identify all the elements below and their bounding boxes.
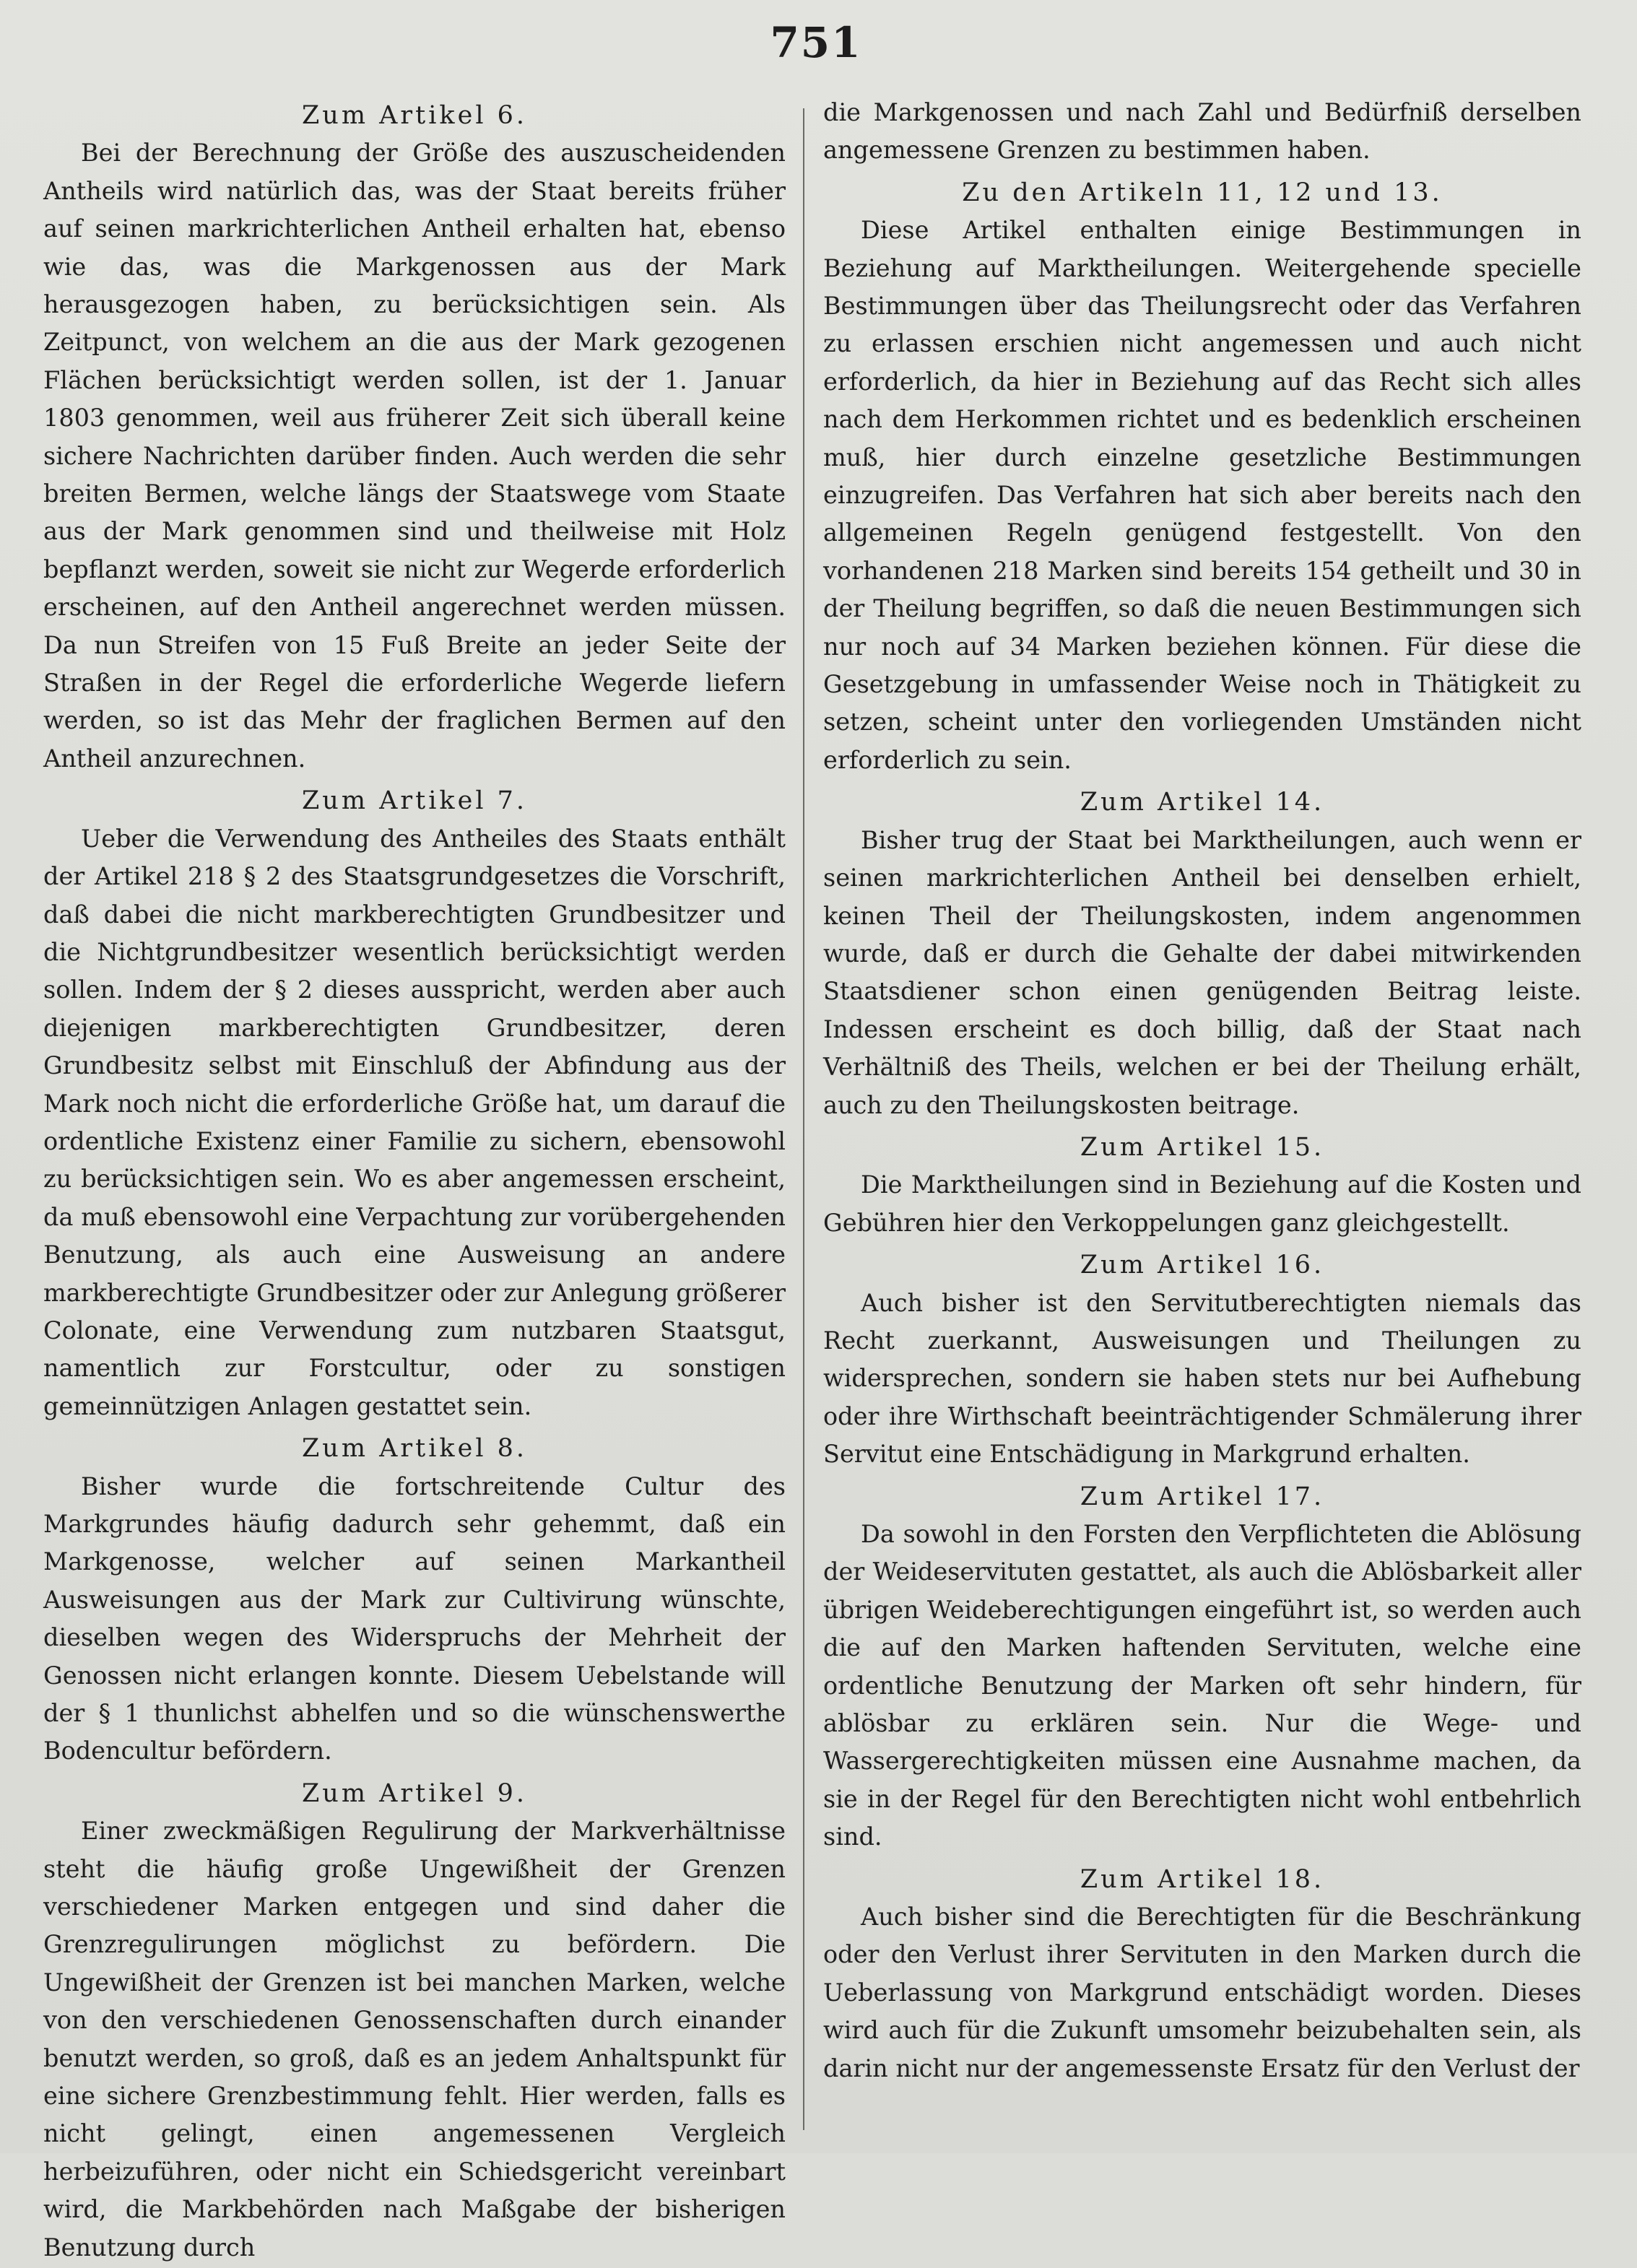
paragraph-art9-continued: die Markgenossen und nach Zahl und Bedürfniß derselben angemessene Grenzen zu bestimmen haben. (823, 98, 1581, 165)
paragraph-art16: Auch bisher ist den Servitutberechtigten niemals das Recht zuerkannt, Ausweisungen und Theilungen zu widersprechen, sondern sie haben stets nur bei Aufhebung oder ihre Wirthschaft beeinträchtigender Schmälerung ihrer Servitut eine Entschädigung in Markgrund erhalten. (823, 1288, 1581, 1469)
paragraph-art15: Die Marktheilungen sind in Beziehung auf die Kosten und Gebühren hier den Verkoppelungen ganz gleichgestellt. (823, 1170, 1581, 1237)
paragraph-art14: Bisher trug der Staat bei Marktheilungen, auch wenn er seinen markrichterlichen Antheil bei denselben erhielt, keinen Theil der Theilungskosten, indem angenommen wurde, daß er durch die Gehalte der dabei mitwirkenden Staatsdiener schon einen genügenden Beitrag leiste. Indessen erscheint es doch billig, daß der Staat nach Verhältniß des Theils, welchen er bei der Theilung erhält, auch zu den Theilungskosten beitrage. (823, 825, 1581, 1119)
paragraph-art11-13: Diese Artikel enthalten einige Bestimmungen in Beziehung auf Marktheilungen. Weitergehende specielle Bestimmungen über das Theilungsrecht oder das Verfahren zu erlassen erschien nicht angemessen und auch nicht erforderlich, da hier in Beziehung auf das Recht sich alles nach dem Herkommen richtet und es bedenklich erscheinen muß, hier durch einzelne gesetzliche Bestimmungen einzugreifen. Das Verfahren hat sich aber bereits nach den allgemeinen Regeln genügend festgestellt. Von den vorhandenen 218 Marken sind bereits 154 getheilt und 30 in der Theilung begriffen, so daß die neuen Bestimmungen sich nur noch auf 34 Marken beziehen können. Für diese die Gesetzgebung in umfassender Weise noch in Thätigkeit zu setzen, scheint unter den vorliegenden Umständen nicht erforderlich zu sein. (823, 216, 1581, 774)
section-heading-art8: Zum Artikel 8. (301, 1434, 528, 1464)
section-heading-art16: Zum Artikel 16. (1080, 1251, 1325, 1280)
section-heading-art9: Zum Artikel 9. (301, 1778, 528, 1808)
section-heading-art14: Zum Artikel 14. (1080, 788, 1325, 817)
page-number: 751 (770, 18, 862, 67)
section-heading-art15: Zum Artikel 15. (1080, 1132, 1325, 1162)
paragraph-art6: Bei der Berechnung der Größe des auszuscheidenden Antheils wird natürlich das, was der Staat bereits früher auf seinen markrichterlichen Antheil erhalten hat, ebenso wie das, was die Markgenossen aus der Mark herausgezogen haben, zu berücksichtigen sein. Als Zeitpunct, von welchem an die aus der Mark gezogenen Flächen berücksichtigt werden sollen, ist der 1. Januar 1803 genommen, weil aus früherer Zeit sich überall keine sichere Nachrichten darüber finden. Auch werden die sehr breiten Bermen, welche längs der Staatswege vom Staate aus der Mark genommen sind und theilweise mit Holz bepflanzt werden, soweit sie nicht zur Wegerde erforderlich erscheinen, auf den Antheil angerechnet werden müssen. Da nun Streifen von 15 Fuß Breite an jeder Seite der Straßen in der Regel die erforderliche Wegerde liefern werden, so ist das Mehr der fraglichen Bermen auf den Antheil anzurechnen. (43, 139, 786, 773)
paragraph-art7: Ueber die Verwendung des Antheiles des Staats enthält der Artikel 218 § 2 des Staatsgrundgesetzes die Vorschrift, daß dabei die nicht markberechtigten Grundbesitzer und die Nichtgrundbesitzer wesentlich berücksichtigt werden sollen. Indem der § 2 dieses ausspricht, werden aber auch diejenigen markberechtigten Grundbesitzer, deren Grundbesitz selbst mit Einschluß der Abfindung aus der Mark noch nicht die erforderliche Größe hat, um darauf die ordentliche Existenz einer Familie zu sichern, ebensowohl zu berücksichtigen sein. Wo es aber angemessen erscheint, da muß ebensowohl eine Verpachtung zur vorübergehenden Benutzung, als auch eine Ausweisung an andere markberechtigte Grundbesitzer oder zur Anlegung größerer Colonate, eine Verwendung zum nutzbaren Staatsgut, namentlich zur Forstcultur, oder zu sonstigen gemeinnützigen Anlagen gestattet sein. (43, 824, 786, 1420)
paragraph-art9: Einer zweckmäßigen Regulirung der Markverhältnisse steht die häufig große Ungewißheit der Grenzen verschiedener Marken entgegen und sind daher die Grenzregulirungen möglichst zu befördern. Die Ungewißheit der Grenzen ist bei manchen Marken, welche von den verschiedenen Genossenschaften durch einander benutzt werden, so groß, daß es an jedem Anhaltspunkt für eine sichere Grenzbestimmung fehlt. Hier werden, falls es nicht gelingt, einen angemessenen Vergleich herbeizuführen, oder nicht ein Schiedsgericht vereinbart wird, die Markbehörden nach Maßgabe der bisherigen Benutzung durch (43, 1817, 786, 2262)
section-heading-art17: Zum Artikel 17. (1080, 1482, 1325, 1511)
section-heading-art7: Zum Artikel 7. (301, 786, 528, 816)
section-heading-art11-13: Zu den Artikeln 11, 12 und 13. (962, 178, 1443, 207)
section-heading-art18: Zum Artikel 18. (1080, 1864, 1325, 1894)
right-column (823, 94, 1581, 2089)
section-heading-art6: Zum Artikel 6. (301, 101, 528, 130)
paragraph-art18: Auch bisher sind die Berechtigten für die Beschränkung oder den Verlust ihrer Servituten in den Marken durch die Ueberlassung von Markgrund entschädigt worden. Dieses wird auch für die Zukunft umsomehr beizubehalten sein, als darin nicht nur der angemessenste Ersatz für den Verlust der (823, 1903, 1581, 2082)
paragraph-art17: Da sowohl in den Forsten den Verpflichteten die Ablösung der Weideservituten gestattet, als auch die Ablösbarkeit aller übrigen Weideberechtigungen eingeführt ist, so werden auch die auf den Marken haftenden Servituten, welche eine ordentliche Benutzung der Marken oft sehr hindern, für ablösbar zu erklären sein. Nur die Wege- und Wassergerechtigkeiten müssen eine Ausnahme machen, da sie in der Regel für den Berechtigten nicht wohl entbehrlich sind. (823, 1519, 1581, 1851)
paragraph-art8: Bisher wurde die fortschreitende Cultur des Markgrundes häufig dadurch sehr gehemmt, daß ein Markgenosse, welcher auf seinen Markantheil Ausweisungen aus der Mark zur Cultivirung wünschte, dieselben wegen des Widerspruchs der Mehrheit der Genossen nicht erlangen konnte. Diesem Uebelstande will der § 1 thunlichst abhelfen und so die wünschenswerthe Bodencultur befördern. (43, 1472, 786, 1765)
column-divider (803, 108, 804, 2130)
left-column (43, 94, 786, 2268)
